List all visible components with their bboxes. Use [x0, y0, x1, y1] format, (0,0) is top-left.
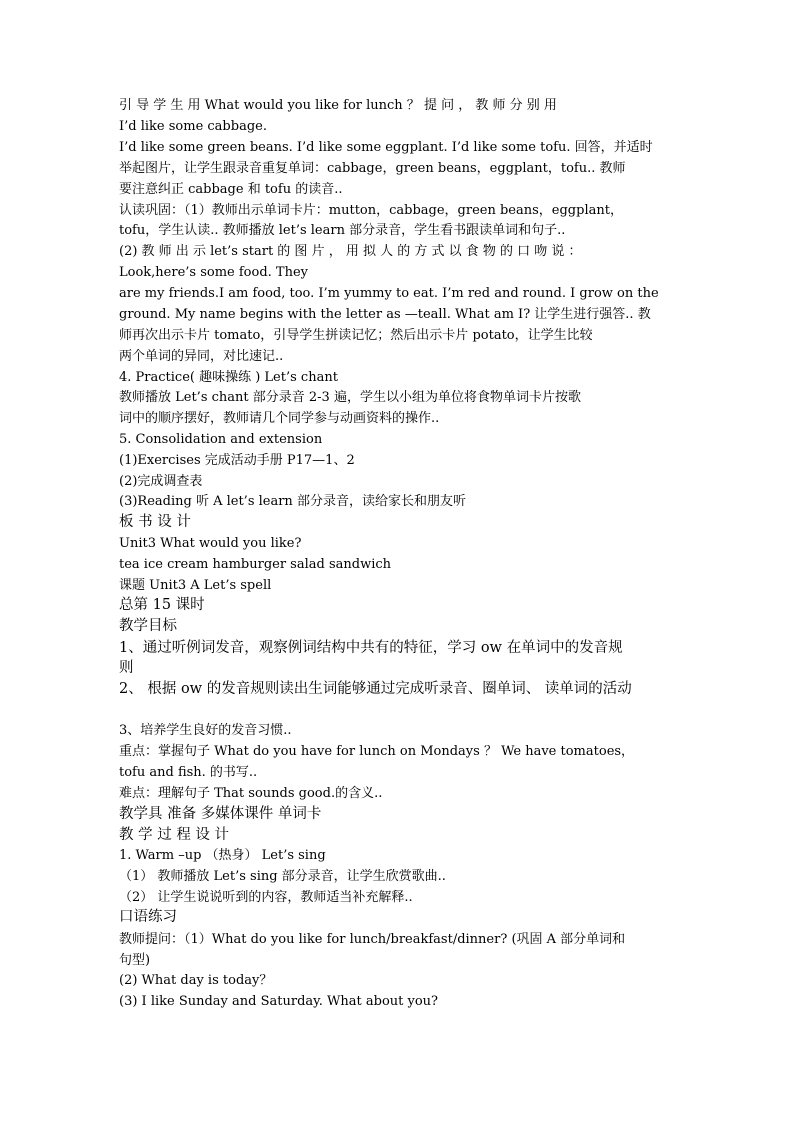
text-line: ground. My name begins with the letter as —teall. What am I? 让学生进行强答.. 教	[119, 307, 651, 322]
text-line: 两个单词的异同，对比速记..	[119, 349, 284, 364]
lesson-number: 总第 15 课时	[119, 597, 205, 613]
text-line: 重点：掌握句子 What do you have for lunch on Mondays ？ We have tomatoes，	[119, 744, 635, 759]
text-line: 1、通过听例词发音，观察例词结构中共有的特征，学习 ow 在单词中的发音规	[119, 640, 623, 656]
text-line: (3)Reading 听 A let’s learn 部分录音，读给家长和朋友听	[119, 494, 466, 509]
section-heading: 4. Practice( 趣味操练 ) Let’s chant	[119, 370, 338, 385]
materials-line: 教学具 准备 多媒体课件 单词卡	[119, 806, 322, 822]
text-line: 引 导 学 生 用 What would you like for lunch ？ 提 问 ， 教 师 分 别 用	[119, 98, 557, 113]
text-line: are my friends.I am food, too. I’m yummy to eat. I’m red and round. I grow on the	[119, 286, 659, 301]
text-line: 举起图片，让学生跟录音重复单词：cabbage，green beans，eggplant，tofu.. 教师	[119, 161, 626, 176]
text-line: 教师播放 Let’s chant 部分录音 2-3 遍，学生以小组为单位将食物单词卡片按歌	[119, 390, 581, 405]
process-heading: 教 学 过 程 设 计	[119, 827, 230, 843]
text-line: I’d like some green beans. I’d like some eggplant. I’d like some tofu. 回答，并适时	[119, 140, 653, 155]
text-line: 1. Warm –up （热身） Let’s sing	[119, 848, 326, 863]
text-line: （1） 教师播放 Let’s sing 部分录音，让学生欣赏歌曲..	[119, 869, 446, 884]
oral-practice-heading: 口语练习	[119, 909, 177, 925]
text-line: I’d like some cabbage.	[119, 119, 267, 134]
text-line: tofu，学生认读.. 教师播放 let’s learn 部分录音，学生看书跟读单词和句子..	[119, 223, 566, 238]
text-line: 则	[119, 660, 134, 676]
text-line: tofu and fish. 的书写..	[119, 765, 258, 780]
text-line: (2) What day is today？	[119, 973, 273, 988]
text-line: (2) 教 师 出 示 let’s start 的 图 片 ， 用 拟 人 的 方 式 以 食 物 的 口 吻 说 ：	[119, 244, 582, 259]
text-line: 2、 根据 ow 的发音规则读出生词能够通过完成听录音、圈单词、 读单词的活动	[119, 681, 632, 697]
text-line: 句型)	[119, 953, 151, 968]
text-line: 要注意纠正 cabbage 和 tofu 的读音..	[119, 182, 343, 197]
text-line: Look,here’s some food. They	[119, 265, 308, 280]
text-line: (2)完成调查表	[119, 474, 203, 489]
lesson-title: 课题 Unit3 A Let’s spell	[119, 578, 272, 593]
section-heading: 5. Consolidation and extension	[119, 432, 323, 447]
text-line: 师再次出示卡片 tomato，引导学生拼读记忆；然后出示卡片 potato，让学生比较	[119, 328, 593, 343]
text-line: (1)Exercises 完成活动手册 P17—1、2	[119, 453, 355, 468]
text-line: 教师提问：（1）What do you like for lunch/breakfast/dinner? (巩固 A 部分单词和	[119, 932, 626, 947]
text-line: (3) I like Sunday and Saturday. What about you?	[119, 994, 439, 1009]
text-line: 难点：理解句子 That sounds good.的含义..	[119, 786, 383, 801]
objectives-heading: 教学目标	[119, 618, 177, 634]
text-line: 词中的顺序摆好，教师请几个同学参与动画资料的操作..	[119, 411, 440, 426]
text-line: tea ice cream hamburger salad sandwich	[119, 557, 392, 572]
text-line: 3、培养学生良好的发音习惯..	[119, 723, 292, 738]
text-line: （2） 让学生说说听到的内容，教师适当补充解释..	[119, 890, 413, 905]
board-design-heading: 板 书 设 计	[119, 514, 191, 530]
text-line: 认读巩固：（1）教师出示单词卡片：mutton，cabbage，green beans，eggplant，	[119, 203, 623, 218]
text-line: Unit3 What would you like?	[119, 536, 302, 551]
